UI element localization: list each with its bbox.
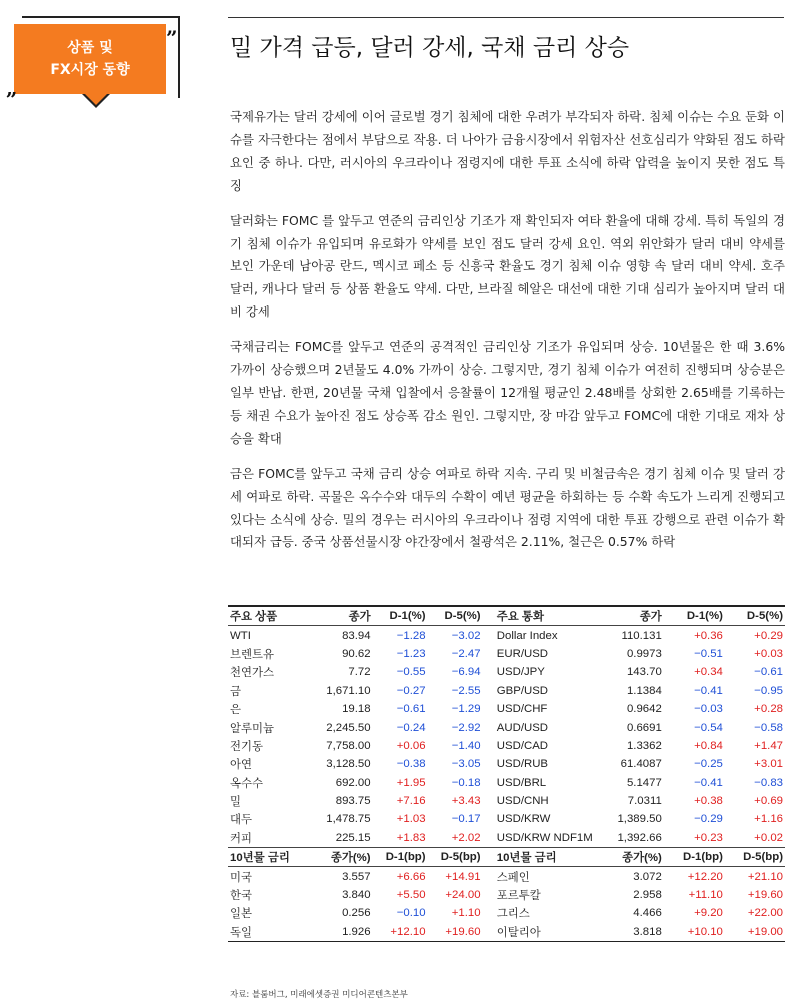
table-cell: +19.60 — [747, 889, 783, 902]
table-cell: 금 — [230, 685, 242, 698]
table-row — [228, 923, 785, 942]
table-row — [228, 810, 785, 828]
table-cell: 스페인 — [496, 871, 530, 884]
column-header: 주요 상품 — [228, 606, 299, 626]
table-cell: −0.41 — [694, 776, 723, 789]
column-gap — [483, 606, 495, 626]
table-cell: −0.38 — [396, 758, 426, 771]
column-header: D-5(bp) — [725, 848, 785, 867]
table-cell: −0.61 — [754, 666, 783, 679]
column-gap — [483, 755, 495, 773]
table-cell: −2.92 — [451, 721, 481, 734]
table-cell: 4.466 — [633, 907, 662, 920]
table-cell: +24.00 — [445, 889, 481, 902]
table-row — [228, 755, 785, 773]
table-cell: 7.72 — [348, 666, 371, 679]
column-header: 주요 통화 — [495, 606, 597, 626]
column-gap — [483, 626, 495, 645]
badge-pointer-fill — [84, 93, 108, 105]
table-cell: −1.23 — [396, 647, 426, 660]
table-cell: 밀 — [230, 796, 242, 809]
badge-line-1: 상품 및 — [67, 40, 113, 56]
column-gap — [483, 718, 495, 736]
table-cell: 커피 — [230, 832, 253, 845]
table-cell: 0.9973 — [626, 647, 662, 660]
table-cell: −0.27 — [396, 684, 426, 697]
table-cell: 은 — [230, 704, 242, 717]
title-rule — [228, 17, 784, 18]
table-cell: 3.818 — [597, 923, 664, 942]
column-gap — [483, 886, 495, 904]
table-cell: 692.00 — [335, 776, 371, 789]
table-cell: +12.10 — [373, 923, 428, 942]
table-cell: +1.10 — [451, 907, 481, 920]
table-cell: +22.00 — [747, 907, 783, 920]
column-gap — [483, 904, 495, 922]
table-cell: −0.41 — [694, 684, 723, 697]
table-row — [228, 718, 785, 736]
table-row — [228, 682, 785, 700]
column-header: 종가 — [299, 606, 372, 626]
table-cell: −0.51 — [694, 647, 723, 660]
table-cell: −2.47 — [451, 647, 481, 660]
quote-open-icon: „ — [6, 76, 18, 100]
table-cell: 3.840 — [342, 889, 371, 902]
table-cell: GBP/USD — [496, 684, 549, 697]
column-header: 10년물 금리 — [228, 848, 299, 867]
paragraph-metals: 금은 FOMC를 앞두고 국채 금리 상승 여파로 하락 지속. 구리 및 비철금속은 경기 침체 이슈 및 달러 강세 여파로 하락. 곡물은 옥수수와 대두의 수확이 예년 평균을 하회하는 등 수확 속도가 느리게 진행되고 있다는 소식에 상승. 밀의 경우는 러시아의 우크라이나 점령 지역에 대한 투표 강행으로 관련 이슈가 확대되자 급등. 중국 상품선물시장 야간장에서 철광석은 2.11%, 철근은 0.57% 하락 — [230, 465, 785, 550]
column-gap — [483, 682, 495, 700]
table-cell: −0.25 — [694, 758, 723, 771]
table-cell: 7,758.00 — [326, 739, 371, 752]
table-cell: +1.83 — [396, 831, 426, 844]
table-cell: −1.28 — [396, 629, 426, 642]
column-gap — [483, 774, 495, 792]
column-gap — [483, 663, 495, 681]
article-body — [230, 106, 785, 566]
table-cell: Dollar Index — [496, 629, 558, 642]
table-cell: −0.18 — [451, 776, 481, 789]
table-cell: −3.02 — [451, 629, 481, 642]
table-row — [228, 645, 785, 663]
table-cell: −3.05 — [451, 758, 481, 771]
column-header: D-1(%) — [373, 606, 428, 626]
table-header-row — [228, 606, 785, 626]
table-cell: −1.29 — [451, 703, 481, 716]
badge-line-2: FX시장 동향 — [50, 62, 130, 78]
table-cell: USD/BRL — [496, 776, 547, 789]
table-cell: USD/CNH — [496, 795, 549, 808]
table-cell: +10.10 — [664, 923, 725, 942]
table-cell: −0.29 — [694, 813, 723, 826]
column-gap — [483, 829, 495, 848]
table-cell: 1.926 — [299, 923, 372, 942]
table-cell: 5.1477 — [626, 776, 662, 789]
table-cell: 0.256 — [342, 907, 371, 920]
column-gap — [483, 737, 495, 755]
table-cell: 포르투칼 — [496, 890, 541, 903]
table-cell: +0.36 — [694, 629, 723, 642]
table-cell: +6.66 — [396, 870, 426, 883]
table-cell: 3.072 — [633, 870, 662, 883]
table-cell: USD/CAD — [496, 739, 549, 752]
column-header: 종가(%) — [299, 848, 372, 867]
table-cell: −2.55 — [451, 684, 481, 697]
table-cell: 225.15 — [335, 831, 371, 844]
table-cell: +1.47 — [754, 739, 783, 752]
column-gap — [483, 700, 495, 718]
table-cell: +0.23 — [694, 831, 723, 844]
column-header: 10년물 금리 — [495, 848, 597, 867]
table-cell: +0.34 — [694, 666, 723, 679]
table-cell: 1,392.66 — [617, 831, 662, 844]
table-cell: EUR/USD — [496, 647, 549, 660]
table-cell: +0.02 — [754, 831, 783, 844]
table-cell: 143.70 — [626, 666, 662, 679]
table-cell: WTI — [230, 629, 251, 642]
table-cell: 독일 — [228, 923, 299, 942]
table-cell: −0.24 — [396, 721, 426, 734]
table-cell: 2,245.50 — [326, 721, 371, 734]
table-cell: −0.58 — [754, 721, 783, 734]
table-cell: +9.20 — [694, 907, 723, 920]
table-cell: 90.62 — [342, 647, 371, 660]
table-cell: 0.6691 — [626, 721, 662, 734]
table-cell: 1,389.50 — [617, 813, 662, 826]
table-row — [228, 792, 785, 810]
table-cell: 1.1384 — [626, 684, 662, 697]
table-cell: 3.557 — [342, 870, 371, 883]
table-cell: 옥수수 — [230, 777, 264, 790]
table-cell: 110.131 — [621, 629, 662, 642]
quote-close-icon: ” — [166, 26, 178, 50]
table-row — [228, 774, 785, 792]
table-cell: −6.94 — [451, 666, 481, 679]
table-cell: 61.4087 — [620, 758, 662, 771]
table-cell: +0.28 — [754, 703, 783, 716]
table-cell: +0.69 — [754, 795, 783, 808]
paragraph-oil: 국제유가는 달러 강세에 이어 글로벌 경기 침체에 대한 우려가 부각되자 하락. 침체 이슈는 수요 둔화 이슈를 자극한다는 점에서 부담으로 작용. 더 나아가 금융시장에서 위험자산 선호심리가 약화된 점도 하락 요인 중 하나. 다만, 러시아의 우크라이나 점령지에 대한 투표 소식에 하락 압력을 높이지 못한 점도 특징 — [230, 109, 785, 193]
table-cell: +0.29 — [754, 629, 783, 642]
column-header: D-1(bp) — [373, 848, 428, 867]
table-cell: 한국 — [230, 890, 253, 903]
table-row — [228, 700, 785, 718]
table-cell: USD/KRW NDF1M — [496, 831, 593, 844]
table-row — [228, 886, 785, 904]
table-cell: 83.94 — [342, 629, 371, 642]
table-row — [228, 904, 785, 922]
column-header: D-1(%) — [664, 606, 725, 626]
column-gap — [483, 810, 495, 828]
column-header: 종가(%) — [597, 848, 664, 867]
table-cell: AUD/USD — [496, 721, 549, 734]
table-cell: −0.10 — [396, 907, 426, 920]
table-row — [228, 626, 785, 645]
table-cell: +3.43 — [451, 795, 481, 808]
paragraph-dollar: 달러화는 FOMC 를 앞두고 연준의 금리인상 기조가 재 확인되자 여타 환율에 대해 강세. 특히 독일의 경기 침체 이슈가 유입되며 유로화가 약세를 보인 점도 달러 강세 요인. 역외 위안화가 달러 대비 약세를 보인 가운데 남아공 란드, 멕시코 페소 등 신흥국 환율도 경기 침체 이슈 영향 속 달러 대비 약세. 호주 달러, 캐나다 달러 등 상품 환율도 약세. 다만, 브라질 헤알은 대선에 대한 기대 심리가 높아지며 달러 대비 강세 — [230, 212, 785, 320]
table-row — [228, 663, 785, 681]
table-cell: 미국 — [230, 871, 253, 884]
table-cell: +7.16 — [396, 795, 426, 808]
table-cell: 19.18 — [342, 703, 371, 716]
table-cell: USD/RUB — [496, 758, 549, 771]
table-row — [228, 829, 785, 848]
table-cell: −0.55 — [396, 666, 426, 679]
column-header: D-1(bp) — [664, 848, 725, 867]
table-cell: 3,128.50 — [326, 758, 371, 771]
table-cell: 이탈리아 — [495, 923, 597, 942]
table-cell: 대두 — [230, 814, 253, 827]
table-cell: 0.9642 — [626, 703, 662, 716]
column-gap — [483, 848, 495, 867]
table-row — [228, 737, 785, 755]
table-cell: +0.84 — [694, 739, 723, 752]
table-cell: 일본 — [230, 908, 253, 921]
table-cell: −0.61 — [396, 703, 426, 716]
table-cell: USD/KRW — [496, 813, 551, 826]
table-cell: +21.10 — [747, 870, 783, 883]
table-cell: +1.16 — [754, 813, 783, 826]
table-cell: +1.03 — [396, 813, 426, 826]
table-cell: −0.17 — [451, 813, 481, 826]
table-cell: +2.02 — [451, 831, 481, 844]
table-cell: 2.958 — [633, 889, 662, 902]
page-title: 밀 가격 급등, 달러 강세, 국채 금리 상승 — [230, 35, 630, 61]
table-cell: +11.10 — [688, 889, 723, 902]
table-cell: 1,671.10 — [326, 684, 371, 697]
market-table — [228, 605, 785, 942]
column-gap — [483, 645, 495, 663]
table-cell: 천연가스 — [230, 667, 275, 680]
column-header: D-5(%) — [428, 606, 483, 626]
table-cell: +1.95 — [396, 776, 426, 789]
table-header-row-rates — [228, 848, 785, 867]
table-cell: 알루미늄 — [230, 722, 275, 735]
table-cell: 아연 — [230, 759, 253, 772]
table-cell: −0.54 — [694, 721, 723, 734]
table-cell: 그리스 — [496, 908, 530, 921]
table-cell: +0.03 — [754, 647, 783, 660]
table-cell: +5.50 — [396, 889, 426, 902]
table-cell: USD/JPY — [496, 666, 545, 679]
table-cell: +0.06 — [396, 739, 426, 752]
table-cell: 1,478.75 — [326, 813, 371, 826]
table-cell: +19.60 — [428, 923, 483, 942]
table-cell: +19.00 — [725, 923, 785, 942]
table-cell: −0.03 — [694, 703, 723, 716]
table-cell: 1.3362 — [626, 739, 662, 752]
source-note: 자료: 블룸버그, 미래에셋증권 미디어콘텐츠본부 — [230, 990, 408, 1000]
table-cell: −0.83 — [754, 776, 783, 789]
table-cell: −0.95 — [754, 684, 783, 697]
column-header: D-5(%) — [725, 606, 785, 626]
table-cell: USD/CHF — [496, 703, 548, 716]
table-cell: 전기동 — [230, 740, 264, 753]
table-row — [228, 867, 785, 886]
table-cell: 브렌트유 — [230, 648, 275, 661]
table-cell: +3.01 — [754, 758, 783, 771]
column-gap — [483, 867, 495, 886]
section-badge — [6, 14, 178, 108]
table-cell: 893.75 — [335, 795, 371, 808]
column-header: 종가 — [597, 606, 664, 626]
table-cell: +14.91 — [445, 870, 481, 883]
column-gap — [483, 792, 495, 810]
table-cell: 7.0311 — [627, 795, 662, 808]
paragraph-bonds: 국채금리는 FOMC를 앞두고 연준의 공격적인 금리인상 기조가 유입되며 상승. 10년물은 한 때 3.6% 가까이 상승했으며 2년물도 4.0% 가까이 상승. 그렇지만, 경기 침체 이슈가 여전히 진행되며 상승분은 일부 반납. 한편, 20년물 국채 입찰에서 응찰률이 12개월 평균인 2.48배를 상회한 2.65배를 기록하는 등 채권 수요가 높아진 점도 상승폭 감소 원인. 그렇지만, 장 마감 앞두고 FOMC에 대한 기대로 재차 상승을 확대 — [230, 339, 785, 446]
table-cell: +0.38 — [694, 795, 723, 808]
column-header: D-5(bp) — [428, 848, 483, 867]
column-gap — [483, 923, 495, 942]
badge-box — [14, 24, 166, 94]
table-cell: −1.40 — [451, 739, 481, 752]
table-cell: +12.20 — [687, 870, 723, 883]
